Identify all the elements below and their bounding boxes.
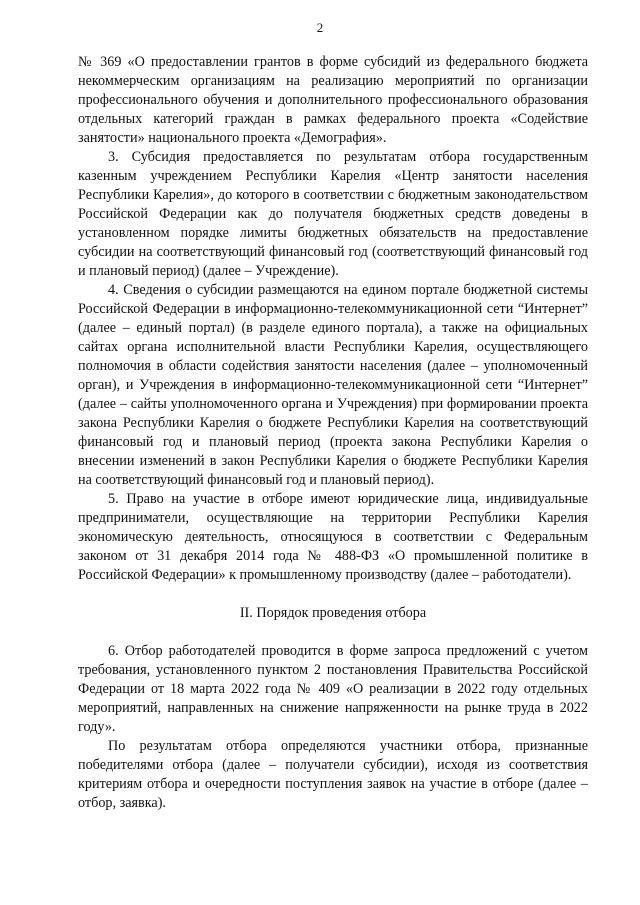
page-number: 2: [316, 20, 324, 35]
section-heading: II. Порядок проведения отбора: [239, 605, 427, 621]
paragraph-3: 3. Субсидия предоставляется по результатам отбора государственным казенным учреждением Республики Карелия «Центр занятости населения Республики Карелия», до которого в соответствии с бюджетным законодательством Российской Федерации как до получателя бюджетных средств доведены в установленном порядке лимиты бюджетных обязательств на предоставление субсидии на соответствующий финансовый год (соответствующий финансовый год и плановый период) (далее – Учреждение).: [78, 149, 588, 279]
document-body: [78, 53, 588, 813]
paragraph-5: 5. Право на участие в отборе имеют юридические лица, индивидуальные предприниматели, осуществляющие на территории Республики Карелия экономическую деятельность, относящуюся в соответствии с Федеральным законом от 31 декабря 2014 года № 488-ФЗ «О промышленной политике в Российской Федерации» к промышленному производству (далее – работодатели).: [78, 491, 588, 583]
paragraph-4: 4. Сведения о субсидии размещаются на едином портале бюджетной системы Российской Федерации в информационно-телекоммуникационной сети “Интернет” (далее – единый портал) (в разделе единого портала), а также на официальных сайтах органа исполнительной власти Республики Карелия, осуществляющего полномочия в области содействия занятости населения (далее – уполномоченный орган), и Учреждения в информационно-телекоммуникационной сети “Интернет” (далее – сайты уполномоченного органа и Учреждения) при формировании проекта закона Республики Карелия о бюджете Республики Карелия на соответствующий финансовый год и плановый период (проекта закона Республики Карелия о внесении изменений в закон Республики Карелия о бюджете Республики Карелия на соответствующий финансовый год и плановый период).: [78, 282, 588, 488]
paragraph-6: 6. Отбор работодателей проводится в форме запроса предложений с учетом требования, установленного пунктом 2 постановления Правительства Российской Федерации от 18 марта 2022 года № 409 «О реализации в 2022 году отдельных мероприятий, направленных на снижение напряженности на рынке труда в 2022 году».: [78, 643, 588, 735]
paragraph-6-continuation: По результатам отбора определяются участники отбора, признанные победителями отбора (далее – получатели субсидии), исходя из соответствия критериям отбора и очередности поступления заявок на участие в отборе (далее – отбор, заявка).: [78, 738, 588, 811]
paragraph-continuation: № 369 «О предоставлении грантов в форме субсидий из федерального бюджета некоммерческим организациям на реализацию мероприятий по организации профессионального обучения и дополнительного профессионального образования отдельных категорий граждан в рамках федерального проекта «Содействие занятости» национального проекта «Демография».: [78, 54, 588, 146]
